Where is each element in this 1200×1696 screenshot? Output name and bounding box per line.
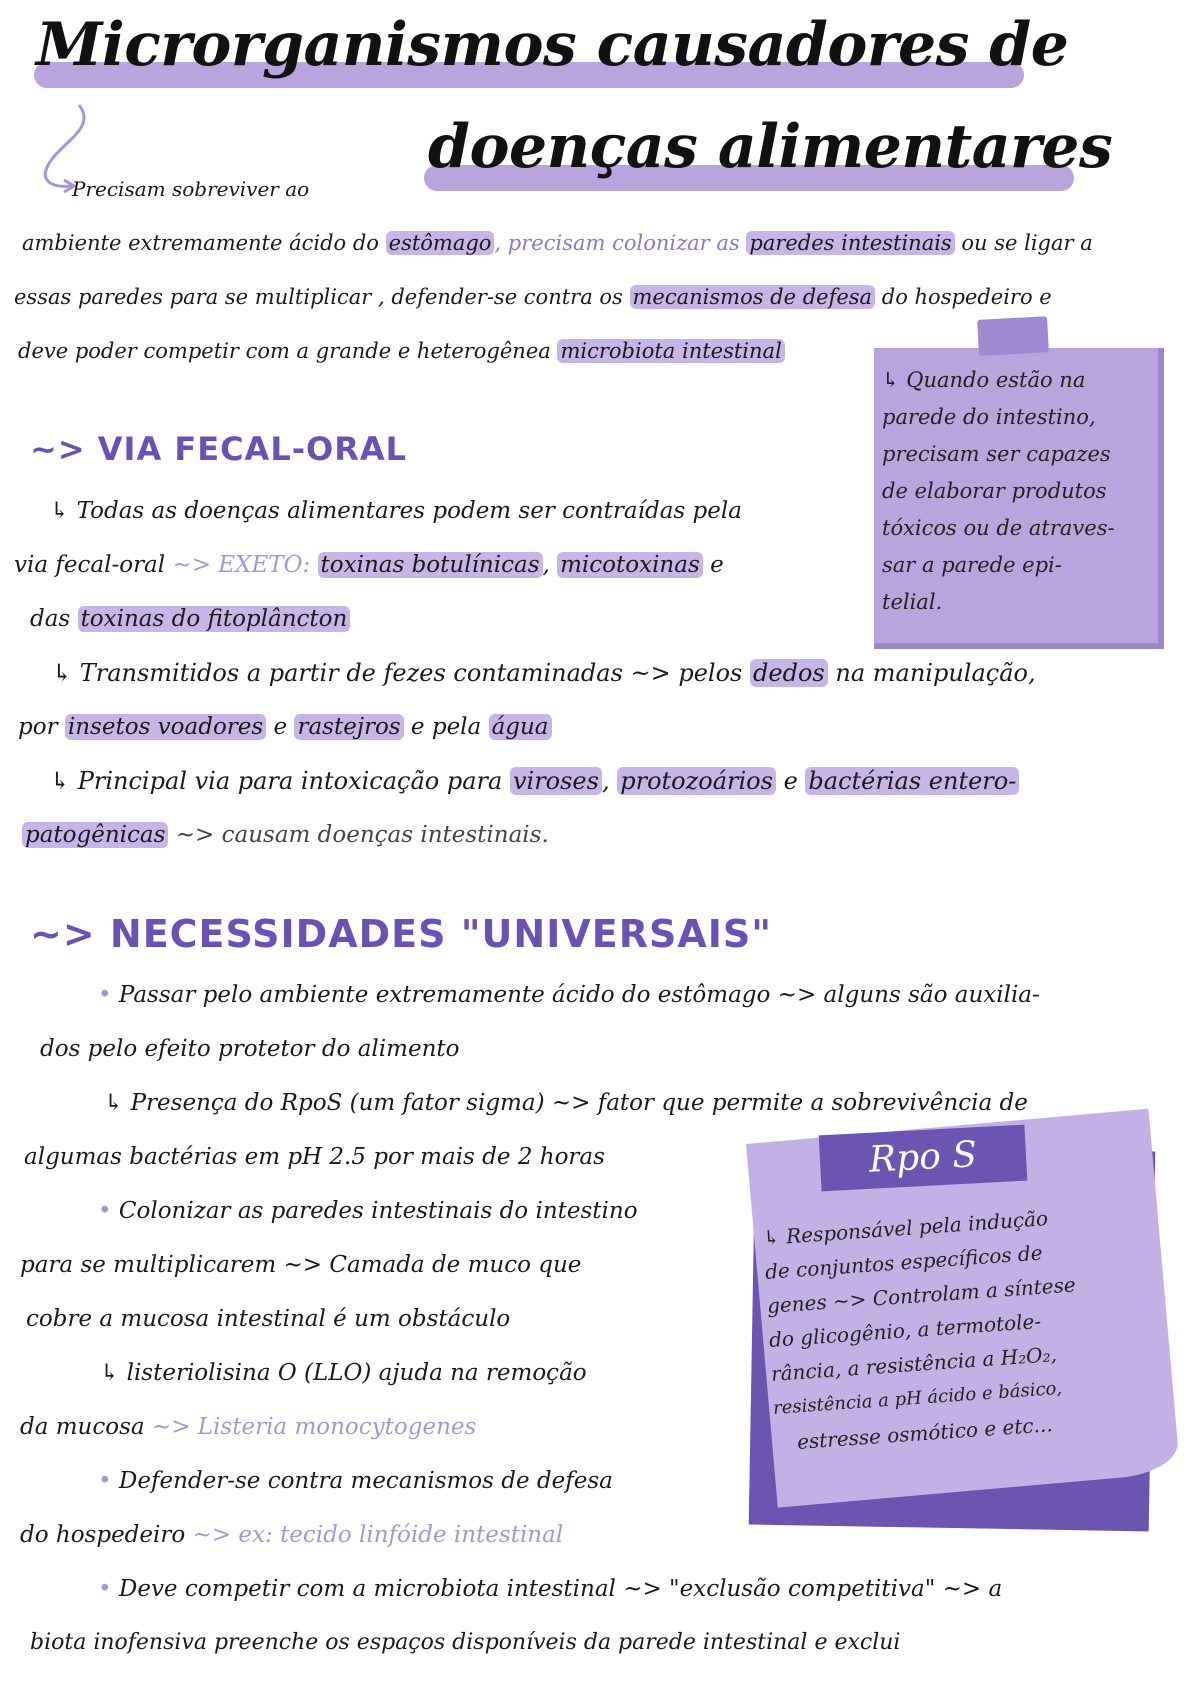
intro-line-1: ambiente extremamente ácido do estômago , precisam colonizar as paredes intestinais ou se ligar a <box>22 231 1093 255</box>
note2-line: de conjuntos específicos de <box>764 1240 1044 1284</box>
need-sub-1b: algumas bactérias em pH 2.5 por mais de 2 horas <box>24 1144 605 1170</box>
note1-line: sar a parede epi- <box>882 553 1062 577</box>
note2-label: Rpo S <box>819 1125 1028 1192</box>
note1-line: tóxicos ou de atraves- <box>882 516 1115 540</box>
tape-strip <box>977 316 1049 356</box>
note1-line: ↳ Quando estão na <box>882 368 1086 392</box>
note2-line: genes ~> Controlam a síntese <box>766 1272 1077 1318</box>
need-sub-2b: da mucosa ~> Listeria monocytogenes <box>20 1414 477 1440</box>
need-bullet-4: • Deve competir com a microbiota intestinal ~> "exclusão competitiva" ~> a <box>98 1576 1003 1602</box>
note2-line: resistência a pH ácido e básico, <box>772 1377 1063 1419</box>
page-title-line2: doenças alimentares <box>428 112 1113 182</box>
need-line-2b: para se multiplicarem ~> Camada de muco que <box>20 1252 582 1278</box>
note2-line: ↳ Responsável pela indução <box>762 1206 1049 1250</box>
section-heading-necessidades: ~> NECESSIDADES "UNIVERSAIS" <box>30 912 773 956</box>
note1-line: de elaborar produtos <box>882 479 1107 503</box>
note1-line: parede do intestino, <box>882 405 1096 429</box>
note1-line: telial. <box>882 590 943 614</box>
section-heading-fecal-oral: ~> VIA FECAL-ORAL <box>30 430 407 468</box>
need-sub-2a: ↳ listeriolisina O (LLO) ajuda na remoção <box>100 1360 587 1386</box>
intro-line-2: essas paredes para se multiplicar , defender-se contra os mecanismos de defesa do hospedeiro e <box>14 285 1052 309</box>
need-line-4b: biota inofensiva preenche os espaços disponíveis da parede intestinal e exclui <box>30 1630 901 1655</box>
need-bullet-3: • Defender-se contra mecanismos de defesa <box>98 1468 613 1494</box>
intro-lead: Precisam sobreviver ao <box>72 177 310 201</box>
note2-line: do glicogênio, a termotole- <box>768 1308 1042 1352</box>
fecal-line-3: das toxinas do fitoplâncton <box>30 604 350 634</box>
fecal-line-1: ↳ Todas as doenças alimentares podem ser contraídas pela <box>50 498 742 524</box>
need-sub-1a: ↳ Presença do RpoS (um fator sigma) ~> fator que permite a sobrevivência de <box>104 1090 1028 1116</box>
fecal-line-2: via fecal-oral ~> EXETO: toxinas botulínicas , micotoxinas e <box>14 552 724 578</box>
intro-line-3: deve poder competir com a grande e heterogênea microbiota intestinal <box>18 336 785 366</box>
fecal-line-6: ↳ Principal via para intoxicação para viroses , protozoários e bactérias entero- <box>50 766 1019 796</box>
need-bullet-2: • Colonizar as paredes intestinais do intestino <box>98 1198 638 1224</box>
page-title-line1: Microrganismos causadores de <box>36 10 1069 80</box>
need-bullet-1: • Passar pelo ambiente extremamente ácido do estômago ~> alguns são auxilia- <box>98 982 1040 1008</box>
note2-line: estresse osmótico e etc... <box>796 1412 1054 1454</box>
fecal-line-7: patogênicas ~> causam doenças intestinais. <box>22 820 549 850</box>
fecal-line-4: ↳ Transmitidos a partir de fezes contaminadas ~> pelos dedos na manipulação, <box>52 659 1036 687</box>
need-line-2c: cobre a mucosa intestinal é um obstáculo <box>26 1306 511 1332</box>
need-line-1b: dos pelo efeito protetor do alimento <box>40 1036 460 1062</box>
note2-line: rância, a resistência a H₂O₂, <box>770 1342 1058 1386</box>
fecal-line-5: por insetos voadores e rastejros e pela água <box>18 712 552 742</box>
note1-line: precisam ser capazes <box>882 442 1111 466</box>
need-line-3b: do hospedeiro ~> ex: tecido linfóide intestinal <box>20 1522 564 1548</box>
